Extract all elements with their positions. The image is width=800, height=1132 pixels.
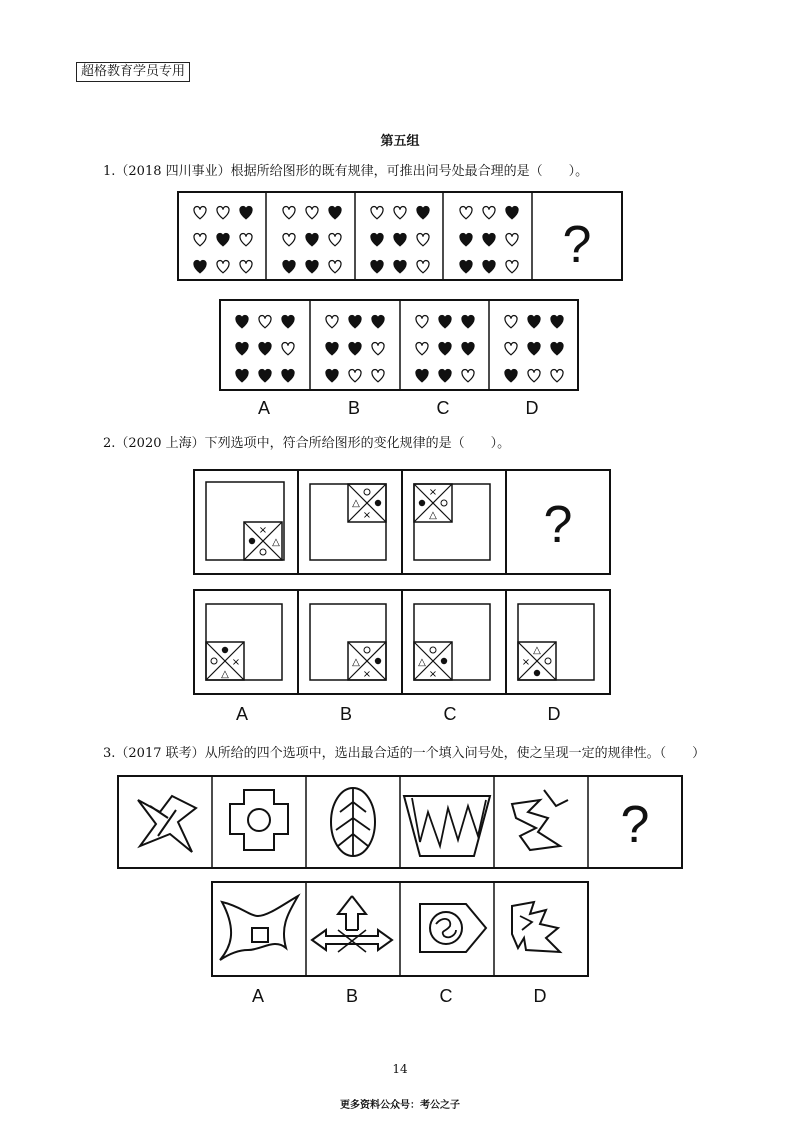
svg-text:×: × (362, 510, 372, 521)
question-2-text: 2.（2020 上海）下列选项中，符合所给图形的变化规律的是（ ）。 (103, 436, 511, 451)
group-title: 第五组 (380, 134, 420, 149)
q2-question-mark: ? (543, 496, 573, 554)
svg-text:×: × (258, 525, 268, 536)
q3-option-c-label[interactable]: C (439, 986, 453, 1006)
footer-text: 更多资料公众号：考公之子 (340, 1100, 460, 1111)
svg-text:△: △ (221, 669, 229, 680)
q1-option-c-label[interactable]: C (436, 398, 450, 418)
svg-text:△: △ (533, 645, 541, 656)
q2-option-c-label[interactable]: C (443, 704, 457, 724)
svg-text:×: × (521, 657, 531, 668)
q1-option-b-label[interactable]: B (347, 398, 360, 418)
svg-text:△: △ (429, 510, 437, 521)
question-3-text: 3.（2017 联考）从所给的四个选项中，选出最合适的一个填入问号处，使之呈现一定的规律性。（ ） (103, 746, 706, 761)
page-number: 14 (392, 1062, 408, 1076)
q3-question-mark: ? (620, 796, 650, 854)
svg-text:△: △ (272, 537, 280, 548)
q3-option-a-label[interactable]: A (251, 986, 264, 1006)
q1-option-a-label[interactable]: A (257, 398, 270, 418)
q2-option-a-label[interactable]: A (235, 704, 248, 724)
svg-text:×: × (428, 669, 438, 680)
q3-option-b-label[interactable]: B (345, 986, 358, 1006)
svg-text:×: × (362, 669, 372, 680)
q1-question-mark: ? (562, 216, 592, 274)
question-1-text: 1.（2018 四川事业）根据所给图形的既有规律，可推出问号处最合理的是（ ）。 (103, 164, 589, 179)
q2-option-b-label[interactable]: B (339, 704, 352, 724)
q2-option-d-label[interactable]: D (547, 704, 561, 724)
svg-text:△: △ (352, 498, 360, 509)
q3-option-d-label[interactable]: D (533, 986, 547, 1006)
svg-text:△: △ (418, 657, 426, 668)
svg-text:×: × (428, 487, 438, 498)
q1-option-d-label[interactable]: D (525, 398, 539, 418)
header-tag: 超格教育学员专用 (76, 62, 190, 82)
svg-text:△: △ (352, 657, 360, 668)
svg-text:×: × (231, 657, 241, 668)
